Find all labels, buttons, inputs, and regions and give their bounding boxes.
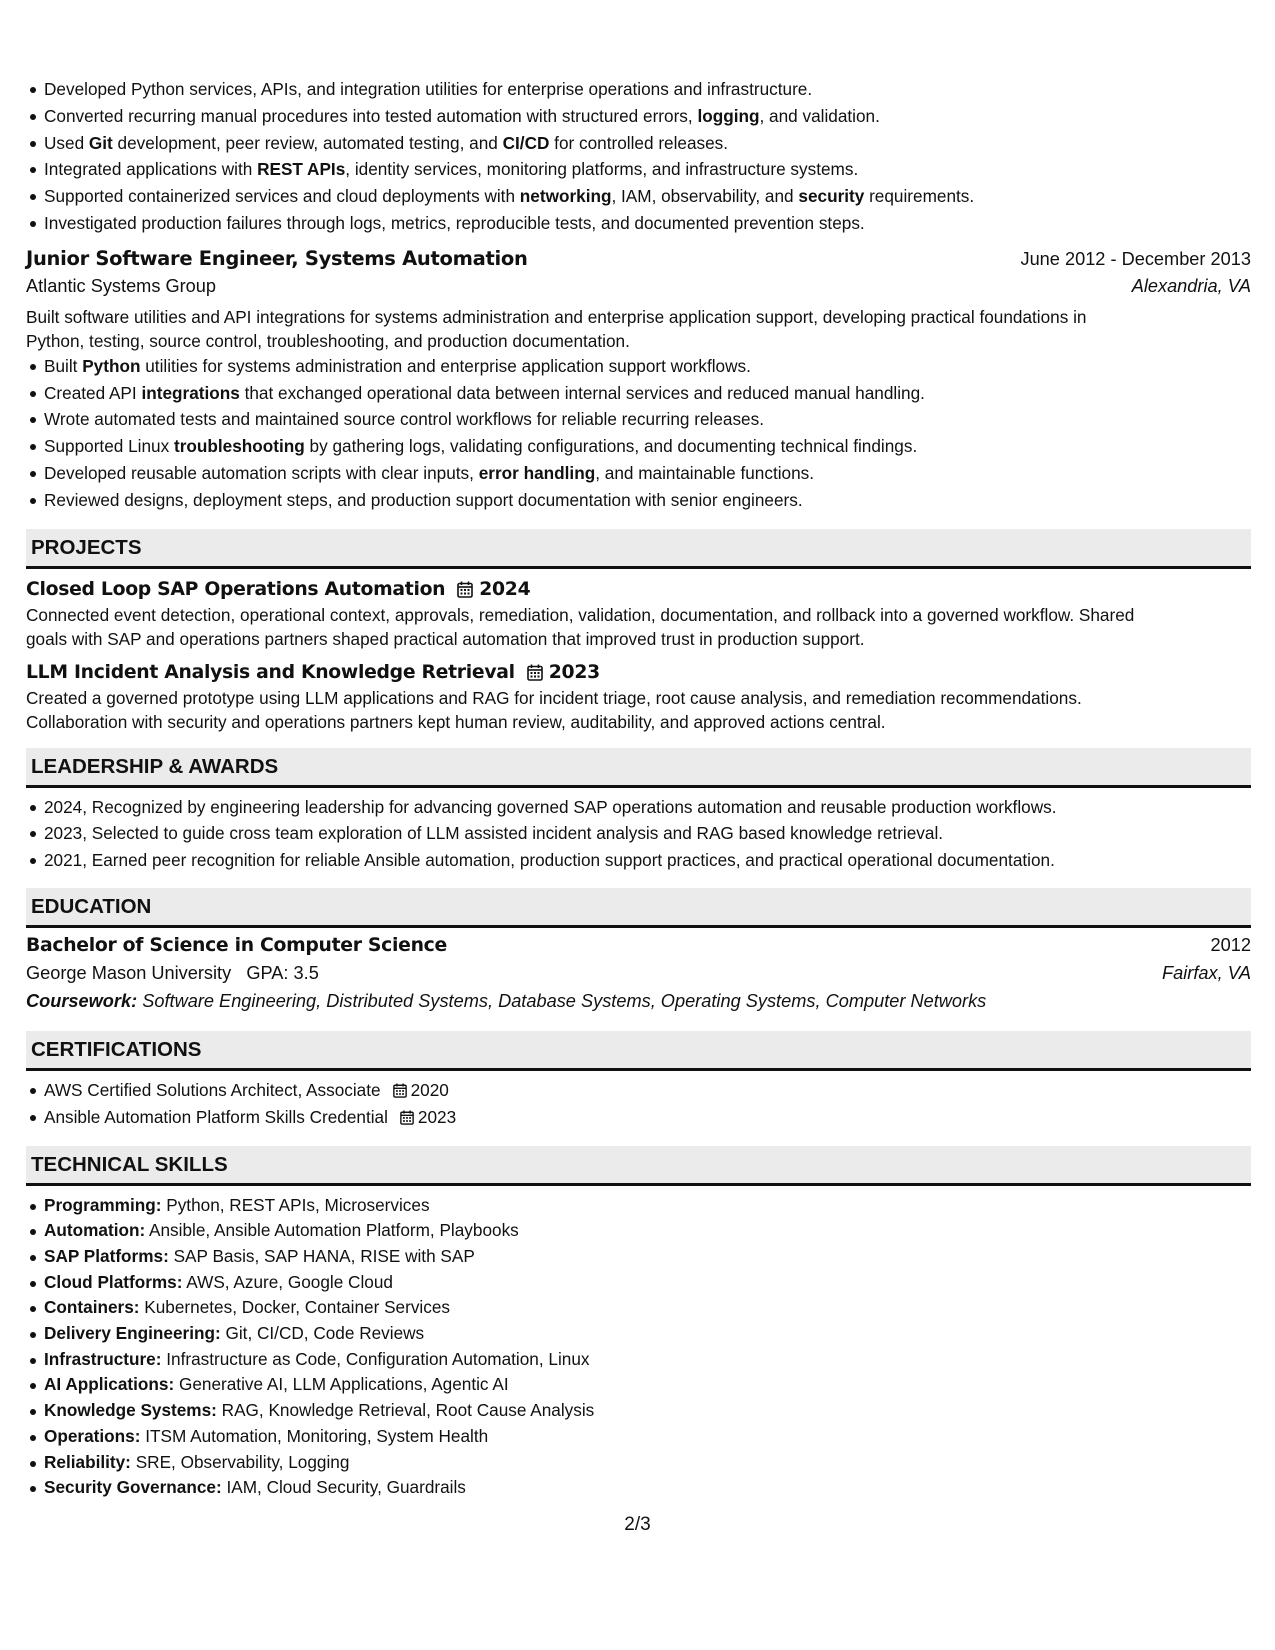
text-segment: that exchanged operational data between internal services and reduced manual handling.	[239, 382, 925, 403]
skill-category: Cloud Platforms:	[44, 1271, 183, 1292]
bold-keyword: CI/CD	[502, 132, 550, 153]
bold-keyword: security	[798, 186, 865, 207]
project-title-row	[26, 662, 1251, 683]
education-header	[26, 935, 1251, 956]
text-segment: , and validation.	[759, 105, 880, 126]
calendar-icon	[393, 1083, 407, 1098]
certification-name: AWS Certified Solutions Architect, Associate	[44, 1079, 381, 1100]
certification-year: 2023	[417, 1106, 457, 1127]
skill-category: SAP Platforms:	[44, 1245, 169, 1266]
skill-item	[44, 1193, 1251, 1219]
skill-item	[44, 1218, 1251, 1244]
page-number: 2/3	[624, 1514, 651, 1535]
bold-keyword: networking	[519, 186, 612, 207]
description-line: Created a governed prototype using LLM applications and RAG for incident triage, root cause analysis, and remediation recommendations.	[26, 687, 1082, 708]
skill-item	[44, 1244, 1251, 1270]
skill-values: ITSM Automation, Monitoring, System Health	[145, 1425, 489, 1446]
text-segment: Used	[44, 132, 89, 153]
description-line: goals with SAP and operations partners shaped practical automation that improved trust in production support.	[26, 628, 865, 649]
text-segment: , identity services, monitoring platforms, and infrastructure systems.	[345, 159, 859, 180]
skills-list	[26, 1193, 1251, 1501]
text-segment: Converted recurring manual procedures into tested automation with structured errors,	[44, 105, 698, 126]
text-segment: , and maintainable functions.	[595, 462, 815, 483]
list-item: 2023, Selected to guide cross team exploration of LLM assisted incident analysis and RAG based knowledge retrieval.	[44, 820, 1251, 847]
project-year: 2024	[479, 578, 531, 600]
junior-job-bullets	[26, 353, 1251, 514]
skill-category: Knowledge Systems:	[44, 1400, 217, 1421]
text-segment: Created API	[44, 382, 142, 403]
project-description	[26, 603, 1251, 651]
job-company-row	[26, 276, 1251, 297]
description-line: Connected event detection, operational context, approvals, remediation, validation, documentation, and rollback into a governed workflow. Shared	[26, 604, 1135, 625]
skill-item	[44, 1347, 1251, 1373]
job-location: Alexandria, VA	[1131, 275, 1251, 296]
skill-values: RAG, Knowledge Retrieval, Root Cause Analysis	[221, 1400, 595, 1421]
job-dates: June 2012 - December 2013	[1020, 248, 1251, 269]
project-item	[26, 662, 1251, 734]
bold-keyword: REST APIs	[257, 159, 346, 180]
section-header-certifications: CERTIFICATIONS	[26, 1031, 1251, 1071]
skill-values: IAM, Cloud Security, Guardrails	[226, 1477, 466, 1498]
list-item: 2021, Earned peer recognition for reliable Ansible automation, production support practices, and practical operational documentation.	[44, 847, 1251, 874]
bold-keyword: logging	[697, 105, 760, 126]
skill-values: Git, CI/CD, Code Reviews	[225, 1323, 425, 1344]
coursework	[26, 991, 1251, 1012]
skill-item	[44, 1450, 1251, 1476]
skill-category: Automation:	[44, 1220, 146, 1241]
project-title: LLM Incident Analysis and Knowledge Retrieval	[26, 661, 515, 683]
bold-keyword: Git	[88, 132, 113, 153]
list-item	[44, 433, 1251, 460]
skill-category: Delivery Engineering:	[44, 1323, 221, 1344]
text-segment: Built	[44, 355, 83, 376]
coursework-label: Coursework:	[26, 990, 138, 1011]
job-header	[26, 247, 1251, 270]
school-row	[26, 963, 1251, 984]
text-segment: requirements.	[864, 186, 975, 207]
text-segment: utilities for systems administration and enterprise application support workflows.	[140, 355, 751, 376]
skill-values: Ansible, Ansible Automation Platform, Playbooks	[149, 1220, 519, 1241]
bold-keyword: integrations	[141, 382, 240, 403]
skill-category: AI Applications:	[44, 1374, 175, 1395]
certification-year: 2020	[410, 1079, 449, 1100]
text-segment: development, peer review, automated testing, and	[112, 132, 503, 153]
text-segment: Integrated applications with	[44, 159, 258, 180]
section-header-education: EDUCATION	[26, 888, 1251, 928]
skill-values: SAP Basis, SAP HANA, RISE with SAP	[173, 1245, 475, 1266]
skill-item	[44, 1372, 1251, 1398]
education-entry	[26, 935, 1251, 1012]
text-segment: for controlled releases.	[549, 132, 729, 153]
list-item	[44, 130, 1251, 157]
text-segment: , IAM, observability, and	[611, 186, 799, 207]
certification-name: Ansible Automation Platform Skills Credential	[44, 1106, 388, 1127]
leadership-list	[26, 794, 1251, 874]
description-line: Collaboration with security and operations partners kept human review, auditability, and approved actions central.	[26, 711, 886, 732]
junior-job	[26, 247, 1251, 514]
company-name: Atlantic Systems Group	[26, 275, 217, 296]
prev-job-bullets	[26, 76, 1251, 237]
skill-values: Python, REST APIs, Microservices	[166, 1194, 430, 1215]
skill-item	[44, 1398, 1251, 1424]
skill-item	[44, 1424, 1251, 1450]
coursework-list: Software Engineering, Distributed Systems, Database Systems, Operating Systems, Computer Networks	[142, 990, 987, 1011]
school-info	[26, 963, 319, 984]
gpa: GPA: 3.5	[246, 962, 319, 983]
degree-title: Bachelor of Science in Computer Science	[26, 934, 447, 956]
text-segment: Wrote automated tests and maintained source control workflows for reliable recurring releases.	[44, 409, 764, 430]
section-header-technical-skills: TECHNICAL SKILLS	[26, 1146, 1251, 1186]
skill-values: SRE, Observability, Logging	[135, 1451, 350, 1472]
calendar-icon	[457, 581, 473, 598]
section-header-projects: PROJECTS	[26, 529, 1251, 569]
summary-line: Built software utilities and API integrations for systems administration and enterprise application support, developing practical foundations in	[26, 306, 1087, 327]
school-location: Fairfax, VA	[1162, 962, 1251, 983]
text-segment: by gathering logs, validating configurations, and documenting technical findings.	[304, 436, 918, 457]
skill-values: Infrastructure as Code, Configuration Automation, Linux	[166, 1348, 590, 1369]
list-item	[44, 1077, 1251, 1104]
job-title: Junior Software Engineer, Systems Automation	[26, 246, 528, 270]
list-item	[44, 353, 1251, 380]
skill-category: Programming:	[44, 1194, 162, 1215]
list-item	[44, 103, 1251, 130]
text-segment: Supported containerized services and cloud deployments with	[44, 186, 520, 207]
skill-category: Security Governance:	[44, 1477, 222, 1498]
calendar-icon	[400, 1110, 414, 1125]
skill-item	[44, 1475, 1251, 1501]
list-item	[44, 460, 1251, 487]
list-item	[44, 380, 1251, 407]
resume-page	[26, 80, 1251, 1501]
skill-values: AWS, Azure, Google Cloud	[186, 1271, 393, 1292]
list-item	[44, 210, 1251, 237]
list-item: 2024, Recognized by engineering leadership for advancing governed SAP operations automation and reusable production workflows.	[44, 794, 1251, 821]
text-segment: Reviewed designs, deployment steps, and production support documentation with senior engineers.	[44, 489, 803, 510]
skill-item	[44, 1270, 1251, 1296]
bold-keyword: Python	[82, 355, 141, 376]
text-segment: Developed reusable automation scripts with clear inputs,	[44, 462, 479, 483]
project-year: 2023	[548, 661, 600, 683]
bold-keyword: troubleshooting	[173, 436, 305, 457]
project-title: Closed Loop SAP Operations Automation	[26, 578, 446, 600]
list-item	[44, 156, 1251, 183]
text-segment: Developed Python services, APIs, and integration utilities for enterprise operations and infrastructure.	[44, 79, 813, 99]
job-summary	[26, 305, 1251, 353]
list-item	[44, 183, 1251, 210]
calendar-icon	[527, 664, 543, 681]
section-header-leadership: LEADERSHIP & AWARDS	[26, 748, 1251, 788]
project-item	[26, 579, 1251, 651]
skill-category: Operations:	[44, 1425, 141, 1446]
text-segment: Supported Linux	[44, 436, 174, 457]
bold-keyword: error handling	[478, 462, 596, 483]
graduation-year: 2012	[1210, 934, 1251, 955]
summary-line: Python, testing, source control, troubleshooting, and production documentation.	[26, 330, 630, 351]
skill-item	[44, 1295, 1251, 1321]
project-title-row	[26, 579, 1251, 600]
certifications-list	[26, 1077, 1251, 1131]
list-item	[44, 406, 1251, 433]
skill-category: Reliability:	[44, 1451, 131, 1472]
skill-category: Infrastructure:	[44, 1348, 162, 1369]
skill-item	[44, 1321, 1251, 1347]
skill-values: Kubernetes, Docker, Container Services	[144, 1297, 450, 1318]
skill-values: Generative AI, LLM Applications, Agentic AI	[178, 1374, 509, 1395]
list-item	[44, 76, 1251, 103]
text-segment: Investigated production failures through logs, metrics, reproducible tests, and documented prevention steps.	[44, 212, 865, 233]
school-name: George Mason University	[26, 962, 232, 983]
list-item	[44, 487, 1251, 514]
list-item	[44, 1104, 1251, 1131]
skill-category: Containers:	[44, 1297, 140, 1318]
project-description	[26, 686, 1251, 734]
